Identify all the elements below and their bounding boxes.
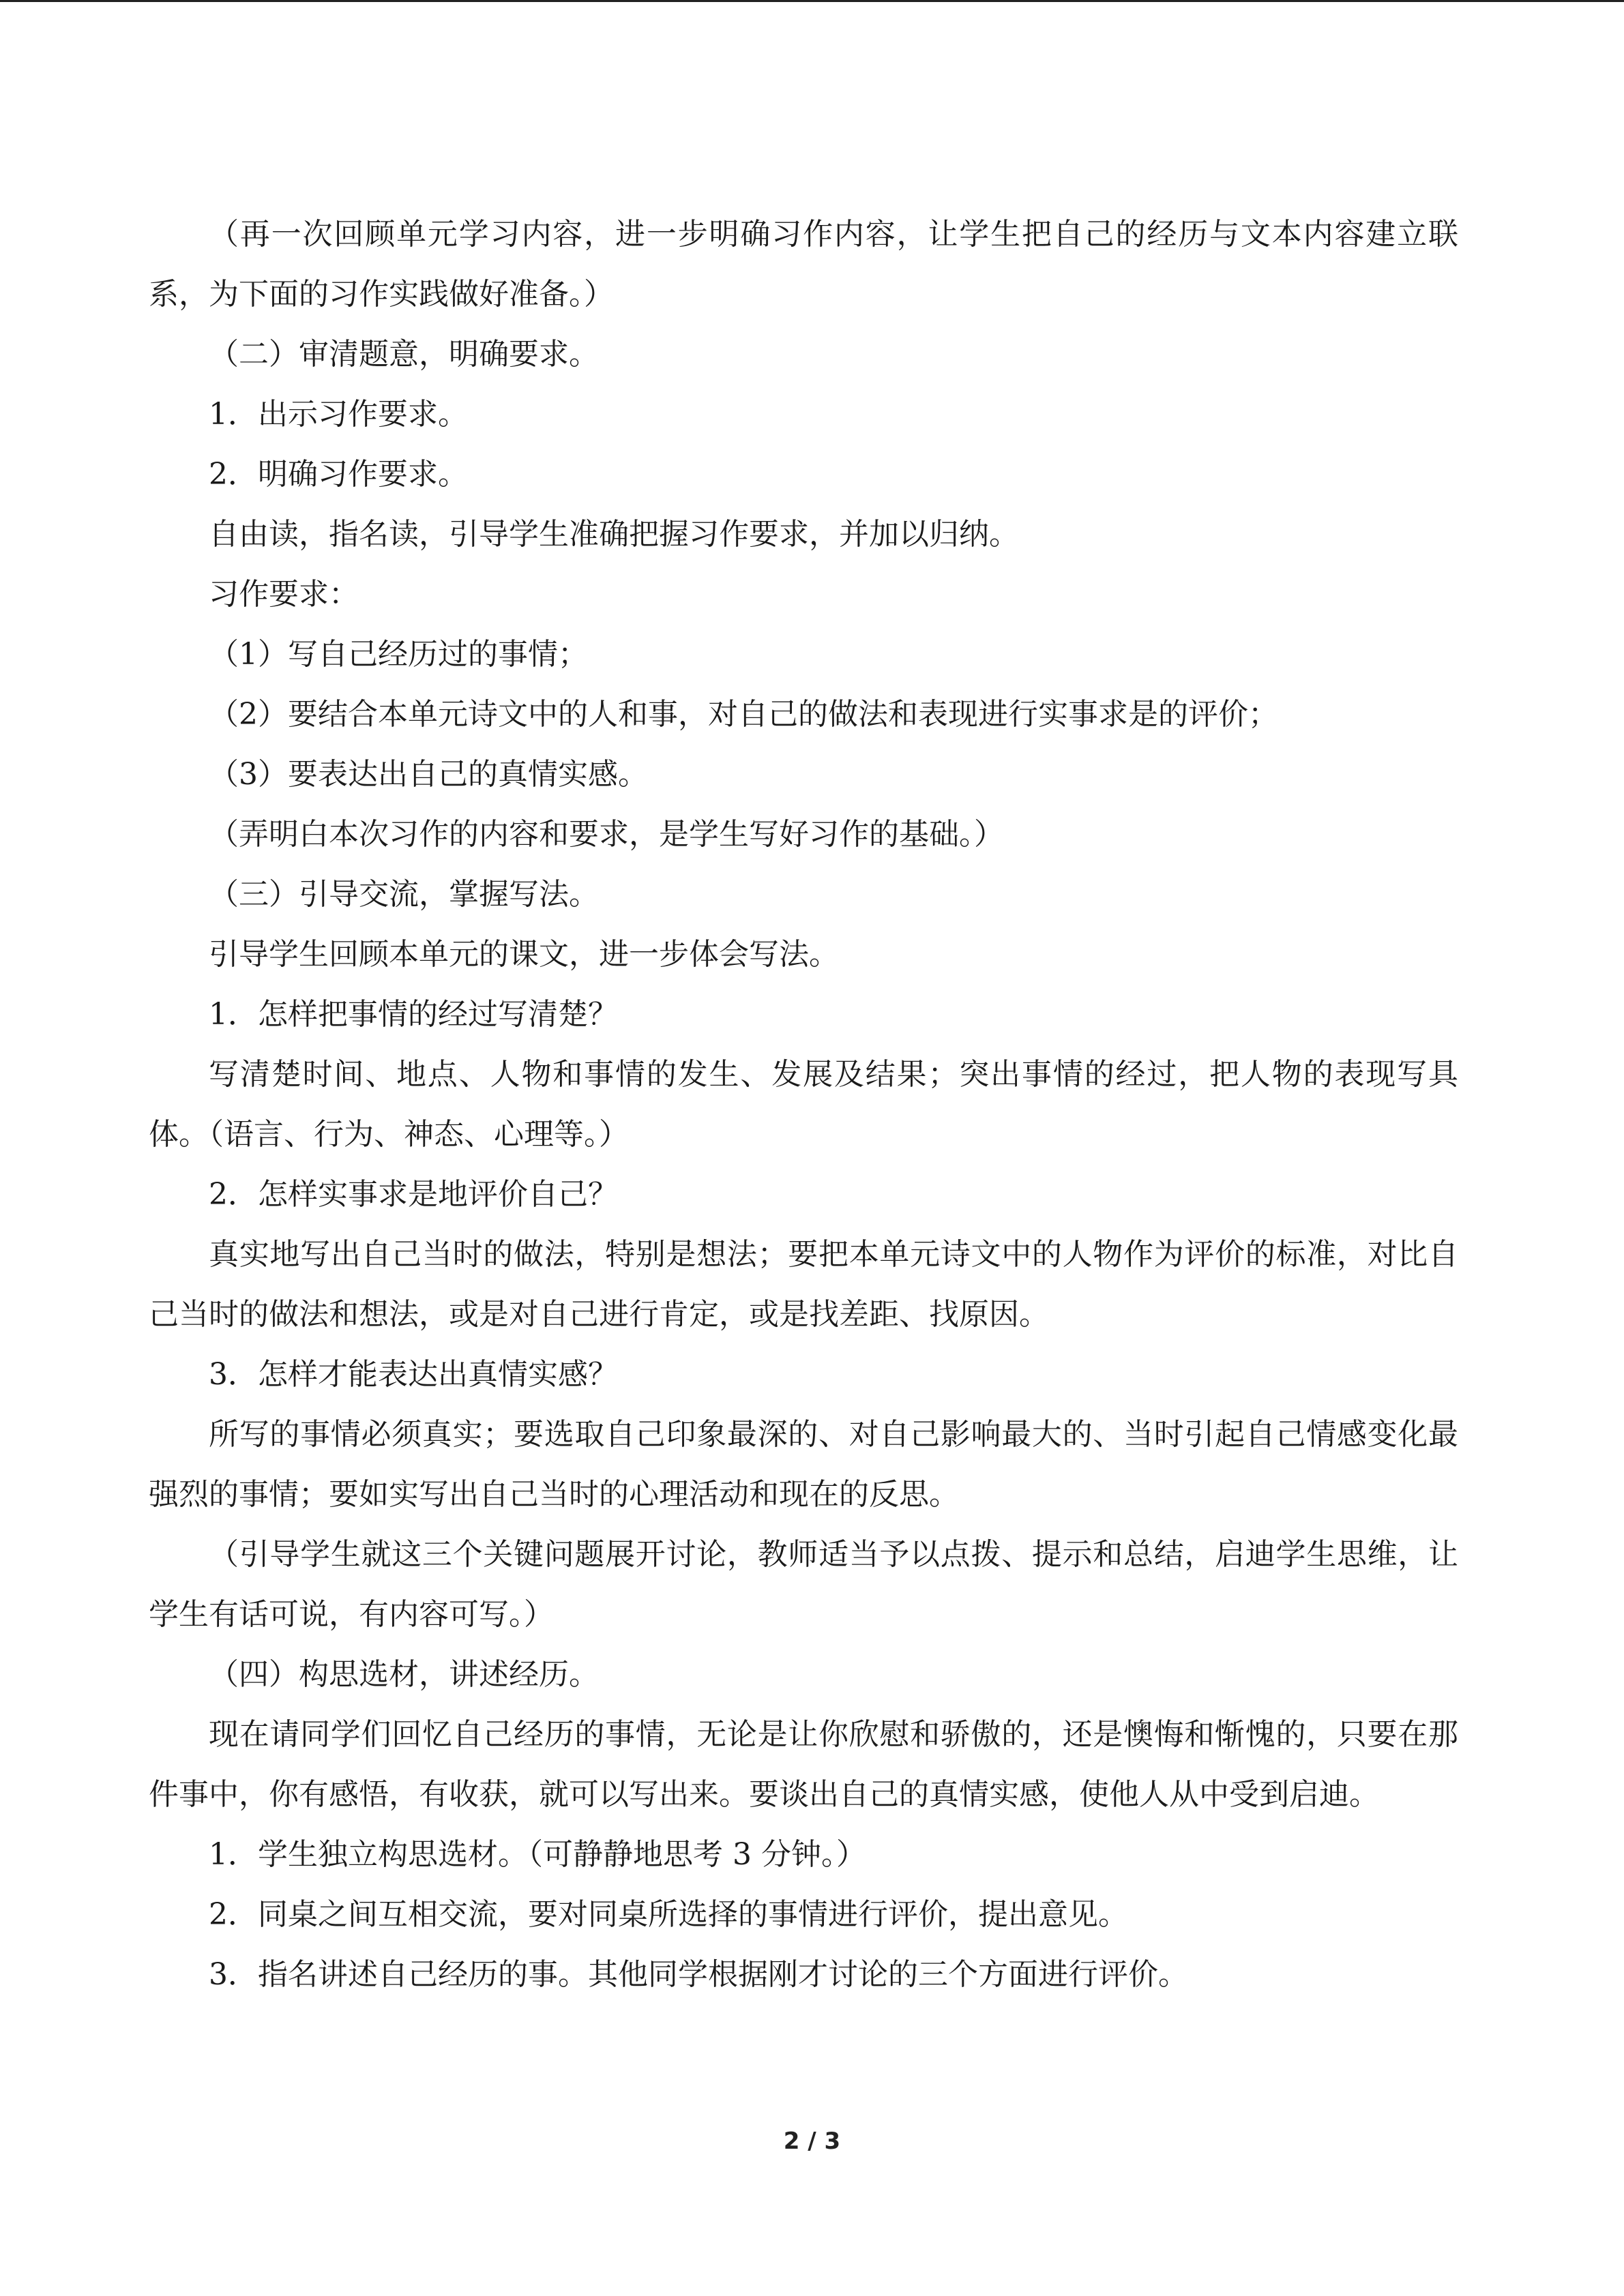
list-item: 2．怎样实事求是地评价自己？ — [209, 1177, 618, 1212]
paragraph: 现在请同学们回忆自己经历的事情，无论是让你欣慰和骄傲的，还是懊悔和惭愧的，只要在那件事中，你有感悟，有收获，就可以写出来。要谈出自己的真情实感，使他人从中受到启迪。 — [149, 1717, 1458, 1812]
section-heading: （四）构思选材，讲述经历。 — [209, 1657, 599, 1692]
list-item: 1．出示习作要求。 — [209, 397, 468, 432]
paragraph: 真实地写出自己当时的做法，特别是想法；要把本单元诗文中的人物作为评价的标准，对比自己当时的做法和想法，或是对自己进行肯定，或是找差距、找原因。 — [149, 1237, 1458, 1332]
paragraph: 习作要求： — [209, 577, 359, 612]
section-heading: （二）审清题意，明确要求。 — [209, 337, 599, 372]
list-item: 1．怎样把事情的经过写清楚？ — [209, 997, 618, 1032]
list-item: 3．怎样才能表达出真情实感？ — [209, 1357, 618, 1392]
list-item: 1．学生独立构思选材。（可静静地思考 3 分钟。） — [209, 1837, 866, 1872]
list-item: （1）写自己经历过的事情； — [209, 637, 588, 672]
paragraph: 所写的事情必须真实；要选取自己印象最深的、对自己影响最大的、当时引起自己情感变化最强烈的事情；要如实写出自己当时的心理活动和现在的反思。 — [149, 1417, 1458, 1512]
paragraph: （再一次回顾单元学习内容，进一步明确习作内容，让学生把自己的经历与文本内容建立联系，为下面的习作实践做好准备。） — [149, 217, 1458, 312]
paragraph: 写清楚时间、地点、人物和事情的发生、发展及结果；突出事情的经过，把人物的表现写具体。（语言、行为、神态、心理等。） — [149, 1057, 1458, 1152]
top-border-line — [0, 0, 1624, 2]
paragraph: 引导学生回顾本单元的课文，进一步体会写法。 — [209, 937, 839, 972]
document-body — [149, 205, 1458, 2005]
page-number: 2 / 3 — [783, 2128, 841, 2155]
paragraph: 自由读，指名读，引导学生准确把握习作要求，并加以归纳。 — [209, 517, 1019, 552]
paragraph: （弄明白本次习作的内容和要求，是学生写好习作的基础。） — [209, 817, 1004, 852]
section-heading: （三）引导交流，掌握写法。 — [209, 877, 599, 912]
paragraph: （引导学生就这三个关键问题展开讨论，教师适当予以点拨、提示和总结，启迪学生思维，让学生有话可说，有内容可写。） — [149, 1537, 1458, 1632]
list-item: （3）要表达出自己的真情实感。 — [209, 757, 648, 792]
list-item: 2．明确习作要求。 — [209, 457, 468, 492]
list-item: （2）要结合本单元诗文中的人和事，对自己的做法和表现进行实事求是的评价； — [209, 697, 1278, 732]
list-item: 2．同桌之间互相交流，要对同桌所选择的事情进行评价，提出意见。 — [209, 1897, 1128, 1932]
list-item: 3．指名讲述自己经历的事。其他同学根据刚才讨论的三个方面进行评价。 — [209, 1957, 1188, 1992]
